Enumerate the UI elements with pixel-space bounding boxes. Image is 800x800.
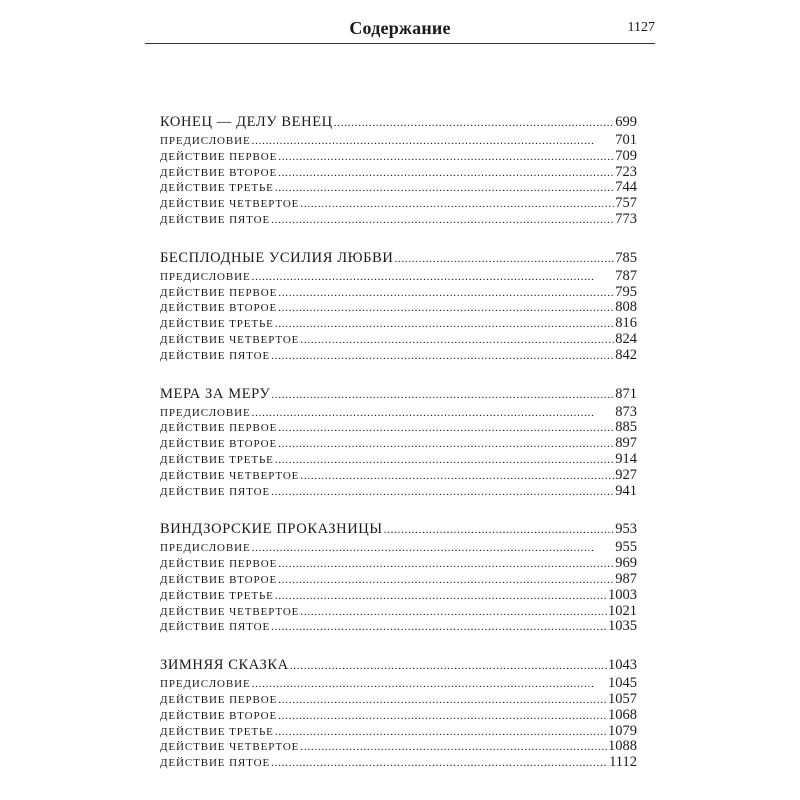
page-header	[145, 18, 655, 44]
dot-leader	[271, 389, 614, 401]
toc-sub-label: ДЕЙСТВИЕ ВТОРОЕ	[160, 573, 278, 586]
toc-page-number: 871	[615, 385, 637, 402]
toc-page-number: 1112	[609, 754, 637, 771]
toc-sub-label: ДЕЙСТВИЕ ТРЕТЬЕ	[160, 318, 274, 331]
toc-sub-label: ДЕЙСТВИЕ ПЕРВОЕ	[160, 150, 278, 163]
toc-page-number: 787	[615, 267, 637, 284]
toc-sub-label: ДЕЙСТВИЕ ПЕРВОЕ	[160, 558, 278, 571]
toc-sub-entry[interactable]	[160, 723, 637, 739]
toc-page-number: 1003	[608, 586, 637, 603]
toc-page-number: 701	[615, 132, 637, 148]
dot-leader	[275, 318, 614, 330]
dot-leader	[252, 135, 615, 147]
dot-leader	[275, 182, 614, 194]
toc-page-number: 709	[615, 147, 637, 164]
toc-sub-entry[interactable]	[160, 211, 637, 227]
header-divider	[145, 43, 655, 44]
dot-leader	[384, 524, 615, 536]
toc-play-entry[interactable]	[160, 521, 637, 539]
toc-sub-entry[interactable]	[160, 555, 637, 571]
toc-sub-label: ДЕЙСТВИЕ ВТОРОЕ	[160, 709, 278, 722]
toc-sub-label: ДЕЙСТВИЕ ВТОРОЕ	[160, 438, 278, 451]
toc-sub-entry[interactable]	[160, 132, 637, 148]
toc-sub-entry[interactable]	[160, 483, 637, 499]
dot-leader	[300, 606, 607, 618]
toc-sub-label: ДЕЙСТВИЕ ПЯТОЕ	[160, 213, 271, 226]
toc-sub-label: ДЕЙСТВИЕ ПЯТОЕ	[160, 621, 271, 634]
toc-play-title: ВИНДЗОРСКИЕ ПРОКАЗНИЦЫ	[160, 521, 383, 538]
toc-sub-entry[interactable]	[160, 435, 637, 451]
toc-section	[160, 250, 637, 363]
toc-page-number: 723	[615, 163, 637, 180]
toc-sub-label: ПРЕДИСЛОВИЕ	[160, 406, 251, 419]
toc-sub-label: ДЕЙСТВИЕ ЧЕТВЕРТОЕ	[160, 198, 300, 211]
toc-page-number: 941	[615, 482, 637, 499]
dot-leader	[278, 422, 614, 434]
dot-leader	[278, 558, 614, 570]
toc-page-number: 1021	[608, 602, 637, 619]
toc-sub-label: ДЕЙСТВИЕ ТРЕТЬЕ	[160, 725, 274, 738]
toc-page-number: 1043	[608, 657, 637, 674]
toc-page-number: 824	[615, 330, 637, 347]
toc-sub-label: ДЕЙСТВИЕ ЧЕТВЕРТОЕ	[160, 469, 300, 482]
toc-page-number: 785	[615, 249, 637, 266]
dot-leader	[278, 438, 614, 450]
dot-leader	[252, 271, 615, 283]
dot-leader	[252, 542, 615, 554]
toc-sub-label: ДЕЙСТВИЕ ПЕРВОЕ	[160, 286, 278, 299]
toc-section	[160, 657, 637, 770]
dot-leader	[278, 302, 614, 314]
dot-leader	[271, 621, 607, 633]
toc-sub-entry[interactable]	[160, 587, 637, 603]
toc-page-number: 816	[615, 315, 637, 332]
toc-sub-label: ДЕЙСТВИЕ ВТОРОЕ	[160, 166, 278, 179]
toc-play-entry[interactable]	[160, 386, 637, 404]
toc-page-number: 842	[615, 346, 637, 363]
toc-sub-entry[interactable]	[160, 467, 637, 483]
dot-leader	[252, 678, 607, 690]
toc-sub-entry[interactable]	[160, 618, 637, 634]
dot-leader	[300, 198, 614, 210]
toc-sub-label: ПРЕДИСЛОВИЕ	[160, 542, 251, 555]
toc-sub-entry[interactable]	[160, 539, 637, 555]
dot-leader	[278, 694, 607, 706]
toc-sub-entry[interactable]	[160, 675, 637, 691]
dot-leader	[300, 470, 614, 482]
toc-page-number: 927	[615, 466, 637, 483]
toc-play-title: ЗИМНЯЯ СКАЗКА	[160, 657, 289, 674]
toc-sub-entry[interactable]	[160, 347, 637, 363]
dot-leader	[334, 117, 615, 129]
toc-sub-label: ДЕЙСТВИЕ ТРЕТЬЕ	[160, 182, 274, 195]
toc-sub-label: ДЕЙСТВИЕ ВТОРОЕ	[160, 302, 278, 315]
toc-sub-entry[interactable]	[160, 148, 637, 164]
dot-leader	[278, 287, 614, 299]
toc-sub-entry[interactable]	[160, 603, 637, 619]
toc-sub-label: ПРЕДИСЛОВИЕ	[160, 678, 251, 691]
toc-sub-entry[interactable]	[160, 404, 637, 420]
toc-sub-entry[interactable]	[160, 331, 637, 347]
toc-sub-label: ПРЕДИСЛОВИЕ	[160, 135, 251, 147]
toc-sub-label: ДЕЙСТВИЕ ЧЕТВЕРТОЕ	[160, 741, 300, 754]
toc-play-entry[interactable]	[160, 657, 637, 675]
dot-leader	[394, 253, 614, 265]
toc-sub-entry[interactable]	[160, 299, 637, 315]
toc-page-number: 1057	[608, 690, 637, 707]
toc-page-number: 914	[615, 450, 637, 467]
toc-section	[160, 114, 637, 227]
toc-sub-label: ДЕЙСТВИЕ ЧЕТВЕРТОЕ	[160, 333, 300, 346]
toc-sub-entry[interactable]	[160, 451, 637, 467]
toc-page-number: 795	[615, 283, 637, 300]
dot-leader	[300, 334, 614, 346]
toc-sub-entry[interactable]	[160, 754, 637, 770]
toc-play-entry[interactable]	[160, 250, 637, 268]
toc-sub-entry[interactable]	[160, 707, 637, 723]
dot-leader	[271, 757, 608, 769]
dot-leader	[275, 726, 607, 738]
toc-sub-entry[interactable]	[160, 571, 637, 587]
toc-page-number: 897	[615, 435, 637, 452]
toc-page-number: 953	[615, 521, 637, 538]
toc-sub-entry[interactable]	[160, 315, 637, 331]
dot-leader	[290, 660, 607, 672]
toc-page-number: 1079	[608, 722, 637, 739]
toc-section	[160, 521, 637, 634]
toc-sub-label: ДЕЙСТВИЕ ТРЕТЬЕ	[160, 589, 274, 602]
toc-sub-label: ДЕЙСТВИЕ ПЕРВОЕ	[160, 422, 278, 435]
dot-leader	[271, 486, 614, 498]
toc-page-number: 1088	[608, 738, 637, 755]
toc-sub-label: ДЕЙСТВИЕ ПЯТОЕ	[160, 757, 271, 770]
toc-sub-label: ДЕЙСТВИЕ ПЯТОЕ	[160, 349, 271, 362]
toc-sub-label: ДЕЙСТВИЕ ТРЕТЬЕ	[160, 453, 274, 466]
toc-sub-entry[interactable]	[160, 164, 637, 180]
page-number: 1127	[627, 20, 655, 35]
dot-leader	[271, 214, 614, 226]
toc-sub-label: ДЕЙСТВИЕ ПЕРВОЕ	[160, 693, 278, 706]
dot-leader	[278, 167, 614, 179]
dot-leader	[275, 454, 614, 466]
toc-page-number: 969	[615, 555, 637, 572]
toc-page-number: 987	[615, 570, 637, 587]
dot-leader	[278, 710, 607, 722]
dot-leader	[300, 741, 607, 753]
toc-sub-label: ПРЕДИСЛОВИЕ	[160, 270, 251, 283]
toc-page-number: 773	[615, 210, 637, 227]
toc-page-number: 955	[615, 539, 637, 556]
toc-sub-entry[interactable]	[160, 179, 637, 195]
toc-play-entry[interactable]	[160, 114, 637, 132]
table-of-contents	[160, 114, 637, 793]
toc-sub-label: ДЕЙСТВИЕ ПЯТОЕ	[160, 485, 271, 498]
toc-sub-label: ДЕЙСТВИЕ ЧЕТВЕРТОЕ	[160, 605, 300, 618]
dot-leader	[278, 151, 614, 163]
toc-page-number: 885	[615, 419, 637, 436]
toc-play-title: МЕРА ЗА МЕРУ	[160, 385, 271, 402]
dot-leader	[252, 407, 615, 419]
toc-page-number: 873	[615, 403, 637, 420]
page-title: Содержание	[349, 18, 451, 38]
toc-sub-entry[interactable]	[160, 268, 637, 284]
toc-sub-entry[interactable]	[160, 419, 637, 435]
toc-sub-entry[interactable]	[160, 195, 637, 211]
dot-leader	[271, 350, 614, 362]
toc-page-number: 699	[615, 114, 637, 130]
toc-page-number: 757	[615, 195, 637, 212]
dot-leader	[275, 590, 607, 602]
toc-page-number: 1045	[608, 675, 637, 692]
toc-page-number: 744	[615, 179, 637, 196]
toc-sub-entry[interactable]	[160, 691, 637, 707]
dot-leader	[278, 574, 614, 586]
toc-sub-entry[interactable]	[160, 284, 637, 300]
toc-sub-entry[interactable]	[160, 738, 637, 754]
toc-play-title: БЕСПЛОДНЫЕ УСИЛИЯ ЛЮБВИ	[160, 249, 394, 266]
toc-page-number: 1068	[608, 706, 637, 723]
toc-page-number: 1035	[608, 618, 637, 635]
toc-page-number: 808	[615, 299, 637, 316]
toc-play-title: КОНЕЦ — ДЕЛУ ВЕНЕЦ	[160, 114, 333, 130]
toc-section	[160, 386, 637, 499]
